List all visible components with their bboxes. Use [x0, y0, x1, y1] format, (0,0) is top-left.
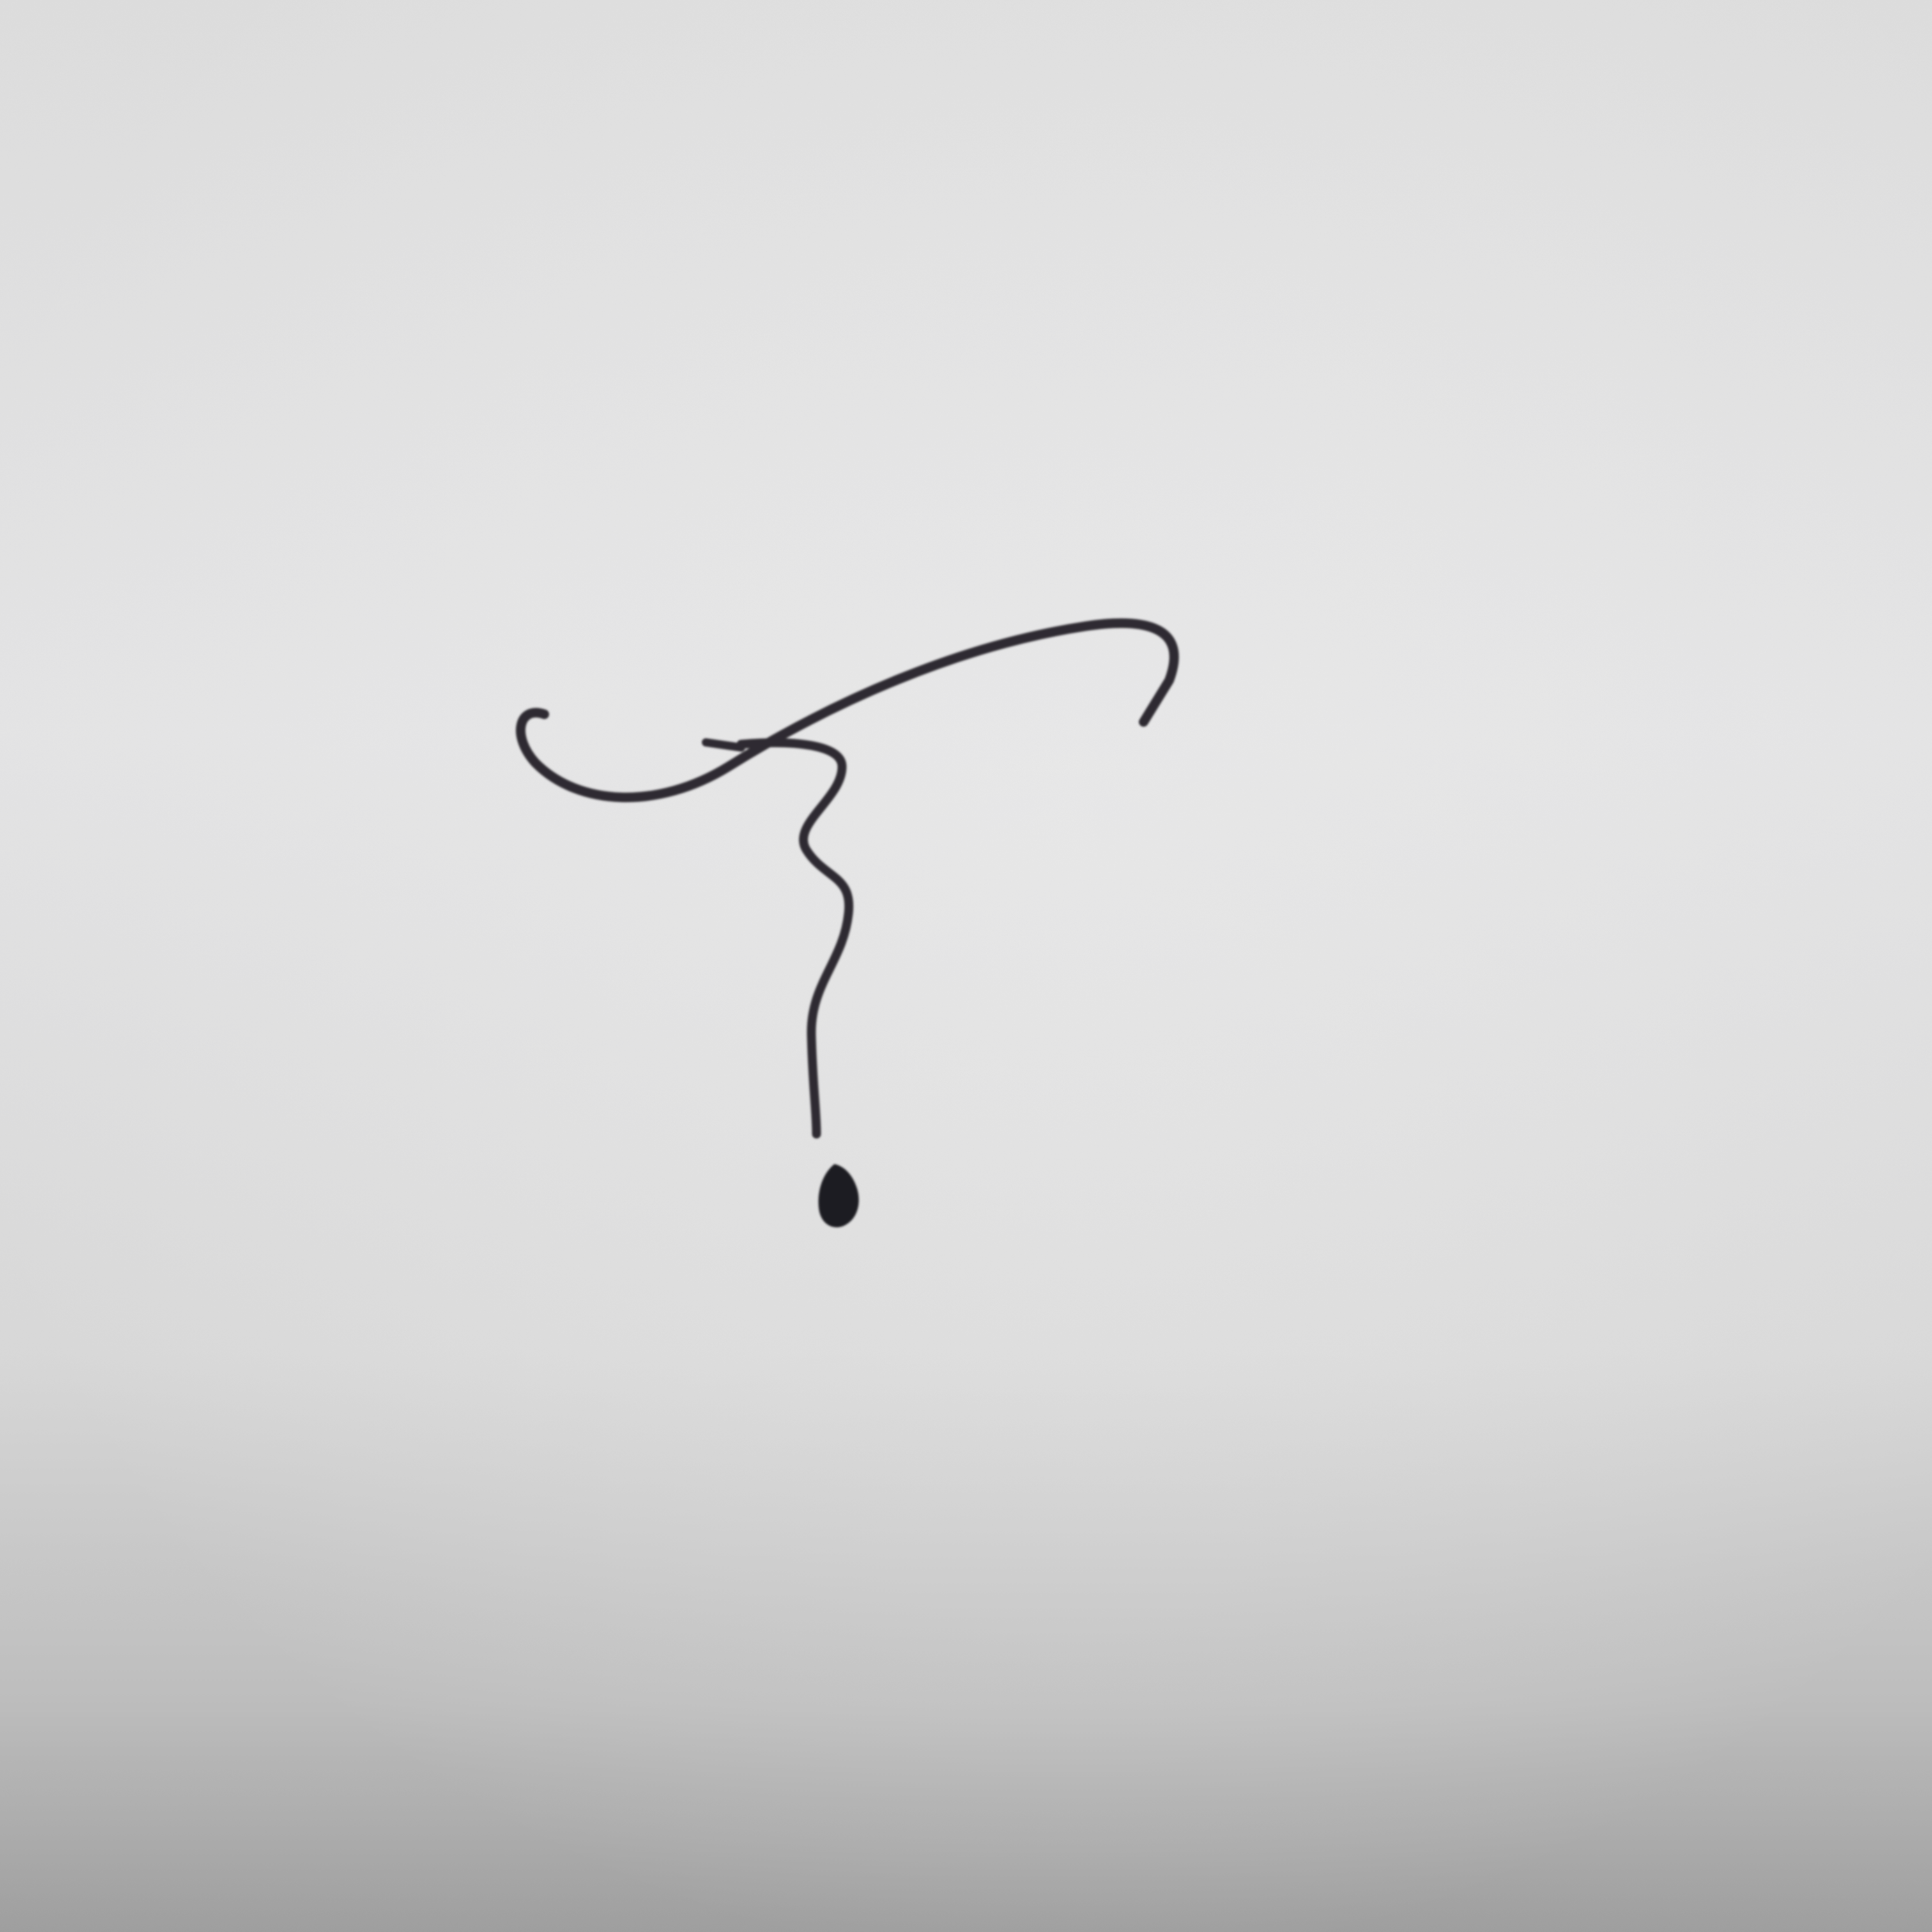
short-tick-stroke: [706, 742, 741, 747]
